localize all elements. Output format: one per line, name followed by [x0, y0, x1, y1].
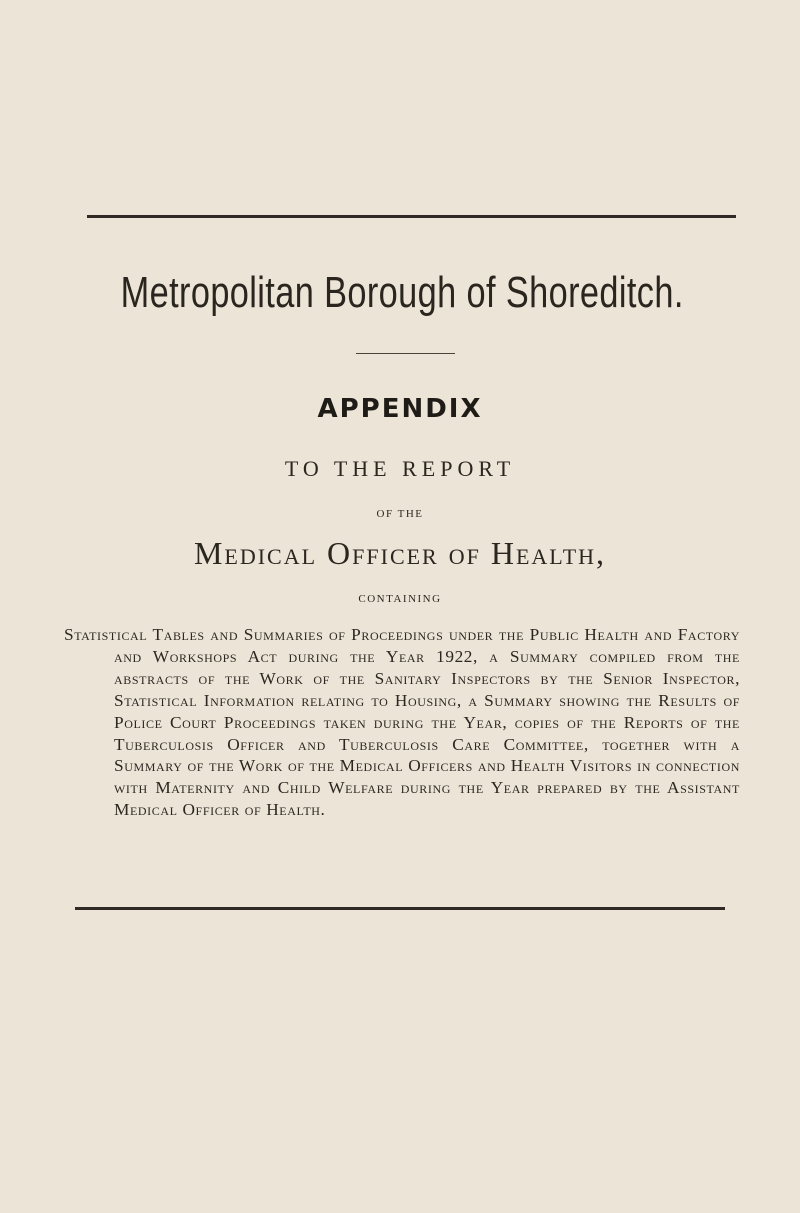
borough-title: Metropolitan Borough of Shoreditch. [120, 268, 684, 317]
short-divider [356, 353, 455, 354]
containing-line: CONTAINING [358, 593, 442, 605]
appendix-heading: APPENDIX [317, 394, 483, 424]
bottom-rule [75, 907, 725, 910]
to-the-report-line: TO THE REPORT [284, 456, 516, 481]
officer-title: Medical Officer of Health, [193, 535, 607, 571]
of-the-line: OF THE [376, 508, 424, 520]
top-rule [87, 215, 736, 218]
contents-summary-paragraph: Statistical Tables and Summaries of Proceedings under the Public Health and Factory and Workshops Act during the Year 1922, a Summary compiled from the abstracts of the Work of the Sanitary Inspectors by the Senior Inspector, Statistical Information relating to Housing, a Summary showing the Results of Police Court Proceedings taken during the Year, copies of the Reports of the Tuberculosis Officer and Tuberculosis Care Committee, together with a Summary of the Work of the Medical Officers and Health Visitors in connection with Maternity and Child Welfare during the Year prepared by the Assistant Medical Officer of Health. [64, 625, 740, 820]
